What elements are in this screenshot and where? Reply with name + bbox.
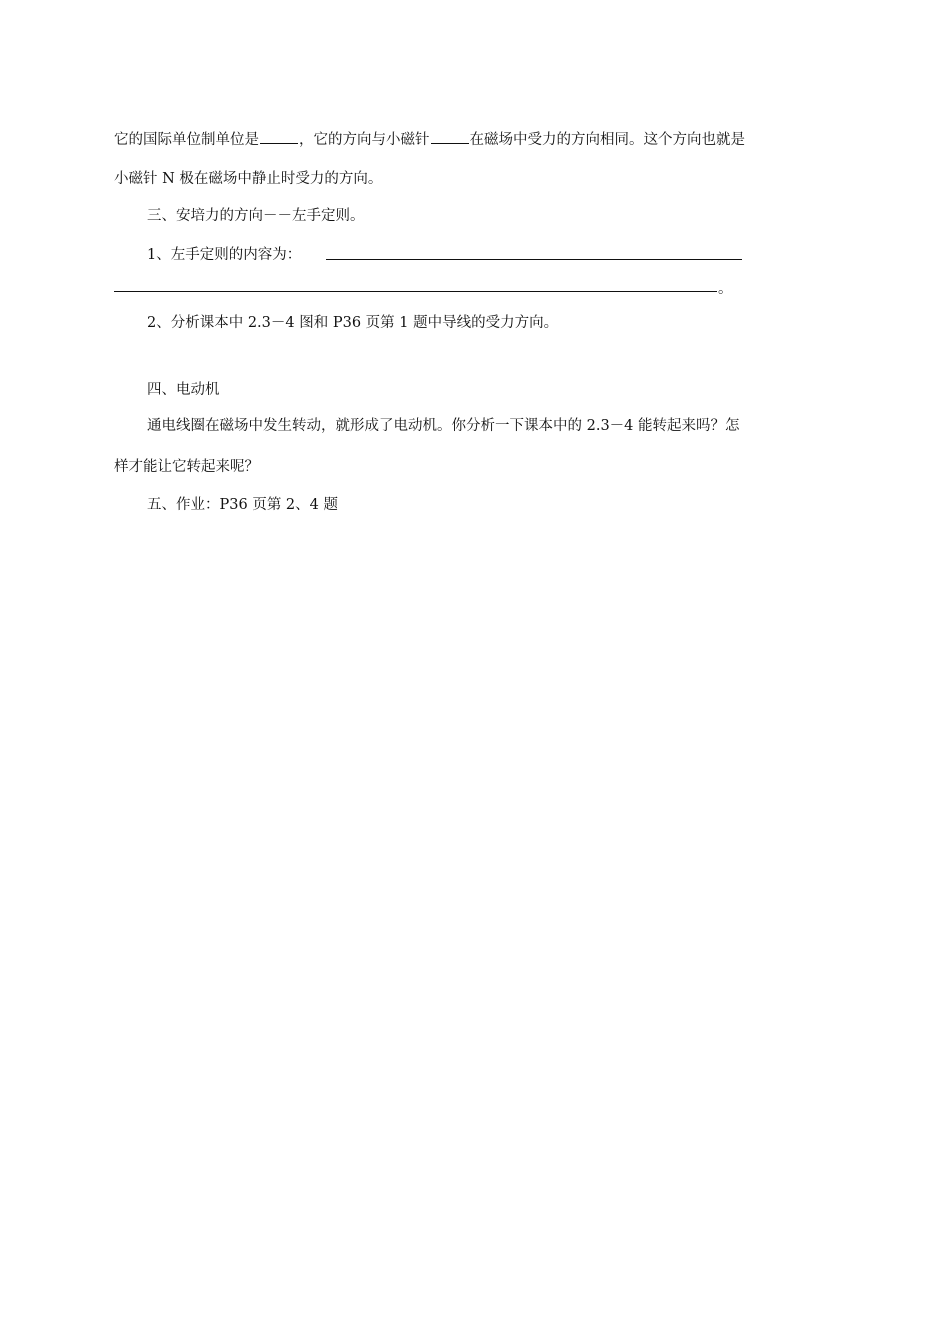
end-mark: 。 — [718, 281, 733, 297]
section-3-item-1-label: 1、左手定则的内容为： — [147, 247, 302, 263]
fill-blank — [431, 127, 469, 144]
answer-line — [326, 259, 742, 260]
paragraph-line-2: 小磁针 N 极在磁场中静止时受力的方向。 — [114, 171, 383, 187]
section-4-body-line-2: 样才能让它转起来呢？ — [114, 459, 259, 475]
answer-line — [114, 291, 717, 292]
section-3-heading: 三、安培力的方向－－左手定则。 — [147, 208, 365, 224]
section-4-heading: 四、电动机 — [147, 382, 220, 398]
section-4-body-line-1: 通电线圈在磁场中发生转动，就形成了电动机。你分析一下课本中的 2.3－4 能转起来吗？怎 — [147, 418, 740, 434]
fill-blank — [260, 127, 298, 144]
section-5-heading: 五、作业：P36 页第 2、4 题 — [147, 497, 338, 513]
text-segment: ，它的方向与小磁针 — [299, 132, 430, 148]
section-3-item-2: 2、分析课本中 2.3－4 图和 P36 页第 1 题中导线的受力方向。 — [147, 315, 559, 331]
text-segment: 它的国际单位制单位是 — [114, 132, 259, 148]
text-segment: 在磁场中受力的方向相同。这个方向也就是 — [469, 132, 745, 148]
paragraph-line-1 — [114, 127, 745, 147]
